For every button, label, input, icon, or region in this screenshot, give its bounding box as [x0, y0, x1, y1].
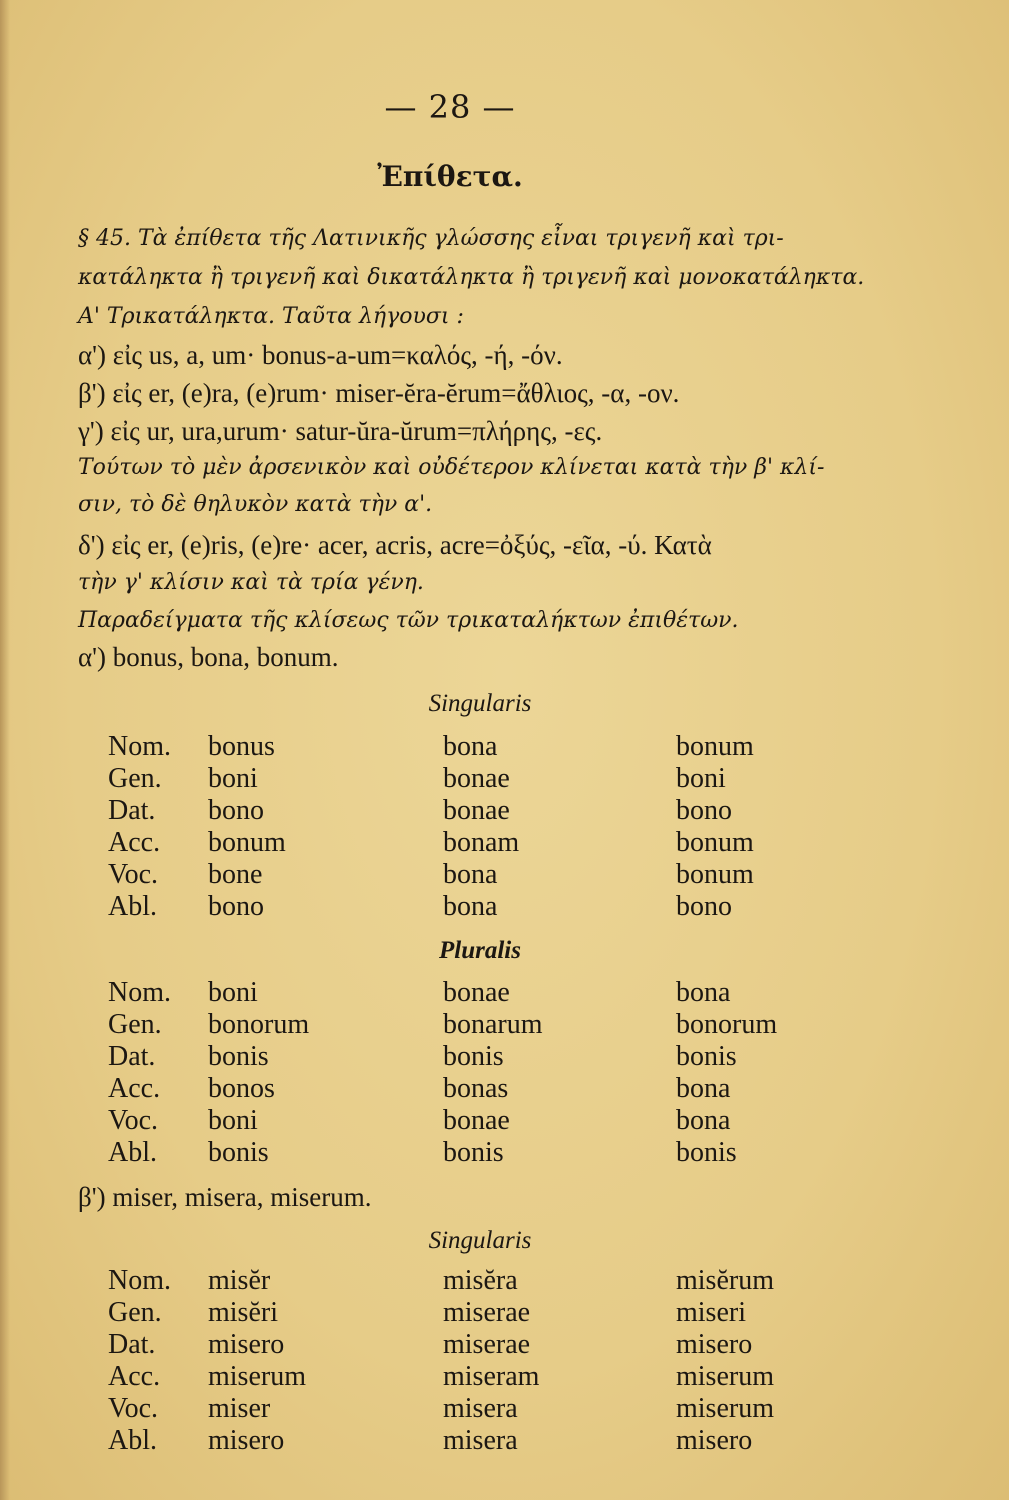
- table-cell: miserum: [676, 1393, 774, 1424]
- table-cell: bono: [208, 795, 264, 826]
- case-label: Gen.: [108, 763, 162, 794]
- table-cell: miserae: [443, 1329, 531, 1360]
- table-cell: boni: [208, 1105, 258, 1136]
- rule-a-line: α') εἰς us, a, um· bonus-a-um=καλός, -ή, -όν.: [78, 340, 563, 370]
- pluralis-heading-bonus: Pluralis: [439, 937, 521, 964]
- rule-c-line: γ') εἰς ur, ura,urum· satur-ŭra-ŭrum=πλήρης, -ες.: [78, 416, 603, 446]
- case-label: Nom.: [108, 977, 171, 1008]
- table-cell: bona: [676, 1073, 731, 1104]
- table-cell: bonis: [443, 1137, 504, 1168]
- table-cell: bonae: [443, 763, 510, 794]
- table-cell: miserae: [443, 1297, 531, 1328]
- table-cell: bonorum: [676, 1009, 778, 1040]
- table-cell: misĕra: [443, 1265, 518, 1296]
- rule-d-line: δ') εἰς er, (e)ris, (e)re· acer, acris, acre=ὀξύς, -εῖα, -ύ. Κατὰ: [78, 530, 712, 560]
- table-cell: bona: [443, 891, 498, 922]
- paragraph-line-2: κατάληκτα ἢ τριγενῆ καὶ δικατάληκτα ἢ τριγενῆ καὶ μονοκατάληκτα.: [78, 265, 865, 290]
- table-cell: bonis: [208, 1137, 269, 1168]
- example-b-heading: β') miser, misera, miserum.: [78, 1182, 372, 1212]
- table-cell: miserum: [676, 1361, 774, 1392]
- case-label: Voc.: [108, 1393, 159, 1424]
- case-label: Dat.: [108, 1329, 156, 1360]
- table-cell: misera: [443, 1393, 518, 1424]
- examples-heading: Παραδείγματα τῆς κλίσεως τῶν τρικαταλήκτων ἐπιθέτων.: [78, 608, 739, 633]
- singularis-heading-bonus: Singularis: [428, 690, 532, 717]
- table-cell: bonum: [676, 859, 754, 890]
- rule-b-line: β') εἰς er, (e)ra, (e)rum· miser-ĕra-ĕrum=ἄθλιος, -α, -ον.: [78, 378, 680, 408]
- case-label: Nom.: [108, 1265, 171, 1296]
- paragraph-line-8: σιν, τὸ δὲ θηλυκὸν κατὰ τὴν α'.: [78, 492, 433, 517]
- table-cell: boni: [676, 763, 726, 794]
- table-cell: boni: [208, 763, 258, 794]
- table-cell: bona: [676, 1105, 731, 1136]
- case-label: Nom.: [108, 731, 171, 762]
- paragraph-line-10: τὴν γ' κλίσιν καὶ τὰ τρία γένη.: [78, 570, 424, 595]
- table-cell: bonum: [676, 731, 754, 762]
- table-cell: miseri: [676, 1297, 746, 1328]
- case-label: Acc.: [108, 1073, 161, 1104]
- table-cell: misĕri: [208, 1297, 278, 1328]
- table-cell: bono: [676, 891, 732, 922]
- case-label: Voc.: [108, 1105, 159, 1136]
- table-cell: misero: [208, 1329, 285, 1360]
- table-cell: bonae: [443, 795, 510, 826]
- table-cell: misĕr: [208, 1265, 271, 1296]
- example-a-heading: α') bonus, bona, bonum.: [78, 642, 339, 672]
- table-cell: miser: [208, 1393, 271, 1424]
- page-edge-shadow: [0, 0, 10, 1500]
- table-cell: bona: [676, 977, 731, 1008]
- table-cell: misero: [676, 1329, 753, 1360]
- table-cell: misero: [676, 1425, 753, 1456]
- table-cell: bonis: [443, 1041, 504, 1072]
- case-label: Gen.: [108, 1297, 162, 1328]
- table-cell: bonus: [208, 731, 275, 762]
- table-cell: bono: [676, 795, 732, 826]
- table-cell: boni: [208, 977, 258, 1008]
- table-cell: miserum: [208, 1361, 306, 1392]
- case-label: Gen.: [108, 1009, 162, 1040]
- paragraph-line-1: § 45. Τὰ ἐπίθετα τῆς Λατινικῆς γλώσσης εἶναι τριγενῆ καὶ τρι-: [78, 226, 784, 251]
- table-cell: bonum: [676, 827, 754, 858]
- table-cell: bonarum: [443, 1009, 543, 1040]
- singularis-heading-miser: Singularis: [428, 1227, 532, 1254]
- case-label: Acc.: [108, 827, 161, 858]
- case-label: Abl.: [108, 1137, 157, 1168]
- table-cell: bonis: [208, 1041, 269, 1072]
- table-cell: bonae: [443, 1105, 510, 1136]
- table-cell: bonum: [208, 827, 286, 858]
- case-label: Abl.: [108, 891, 157, 922]
- case-label: Dat.: [108, 795, 156, 826]
- paragraph-line-3: Α' Τρικατάληκτα. Ταῦτα λήγουσι :: [78, 304, 464, 329]
- section-title: Ἐπίθετα.: [377, 160, 523, 193]
- table-cell: bonas: [443, 1073, 509, 1104]
- table-cell: bonorum: [208, 1009, 310, 1040]
- table-cell: bono: [208, 891, 264, 922]
- case-label: Dat.: [108, 1041, 156, 1072]
- case-label: Voc.: [108, 859, 159, 890]
- table-cell: bonos: [208, 1073, 275, 1104]
- table-cell: bone: [208, 859, 263, 890]
- table-cell: bona: [443, 731, 498, 762]
- case-label: Acc.: [108, 1361, 161, 1392]
- table-cell: misera: [443, 1425, 518, 1456]
- table-cell: bonam: [443, 827, 520, 858]
- table-cell: bonis: [676, 1041, 737, 1072]
- table-cell: misero: [208, 1425, 285, 1456]
- table-cell: miseram: [443, 1361, 540, 1392]
- table-cell: bona: [443, 859, 498, 890]
- paragraph-line-7: Τούτων τὸ μὲν ἀρσενικὸν καὶ οὐδέτερον κλίνεται κατὰ τὴν β' κλί-: [78, 455, 825, 480]
- page-number: — 28 —: [384, 88, 516, 126]
- table-cell: misĕrum: [676, 1265, 774, 1296]
- table-cell: bonis: [676, 1137, 737, 1168]
- table-cell: bonae: [443, 977, 510, 1008]
- case-label: Abl.: [108, 1425, 157, 1456]
